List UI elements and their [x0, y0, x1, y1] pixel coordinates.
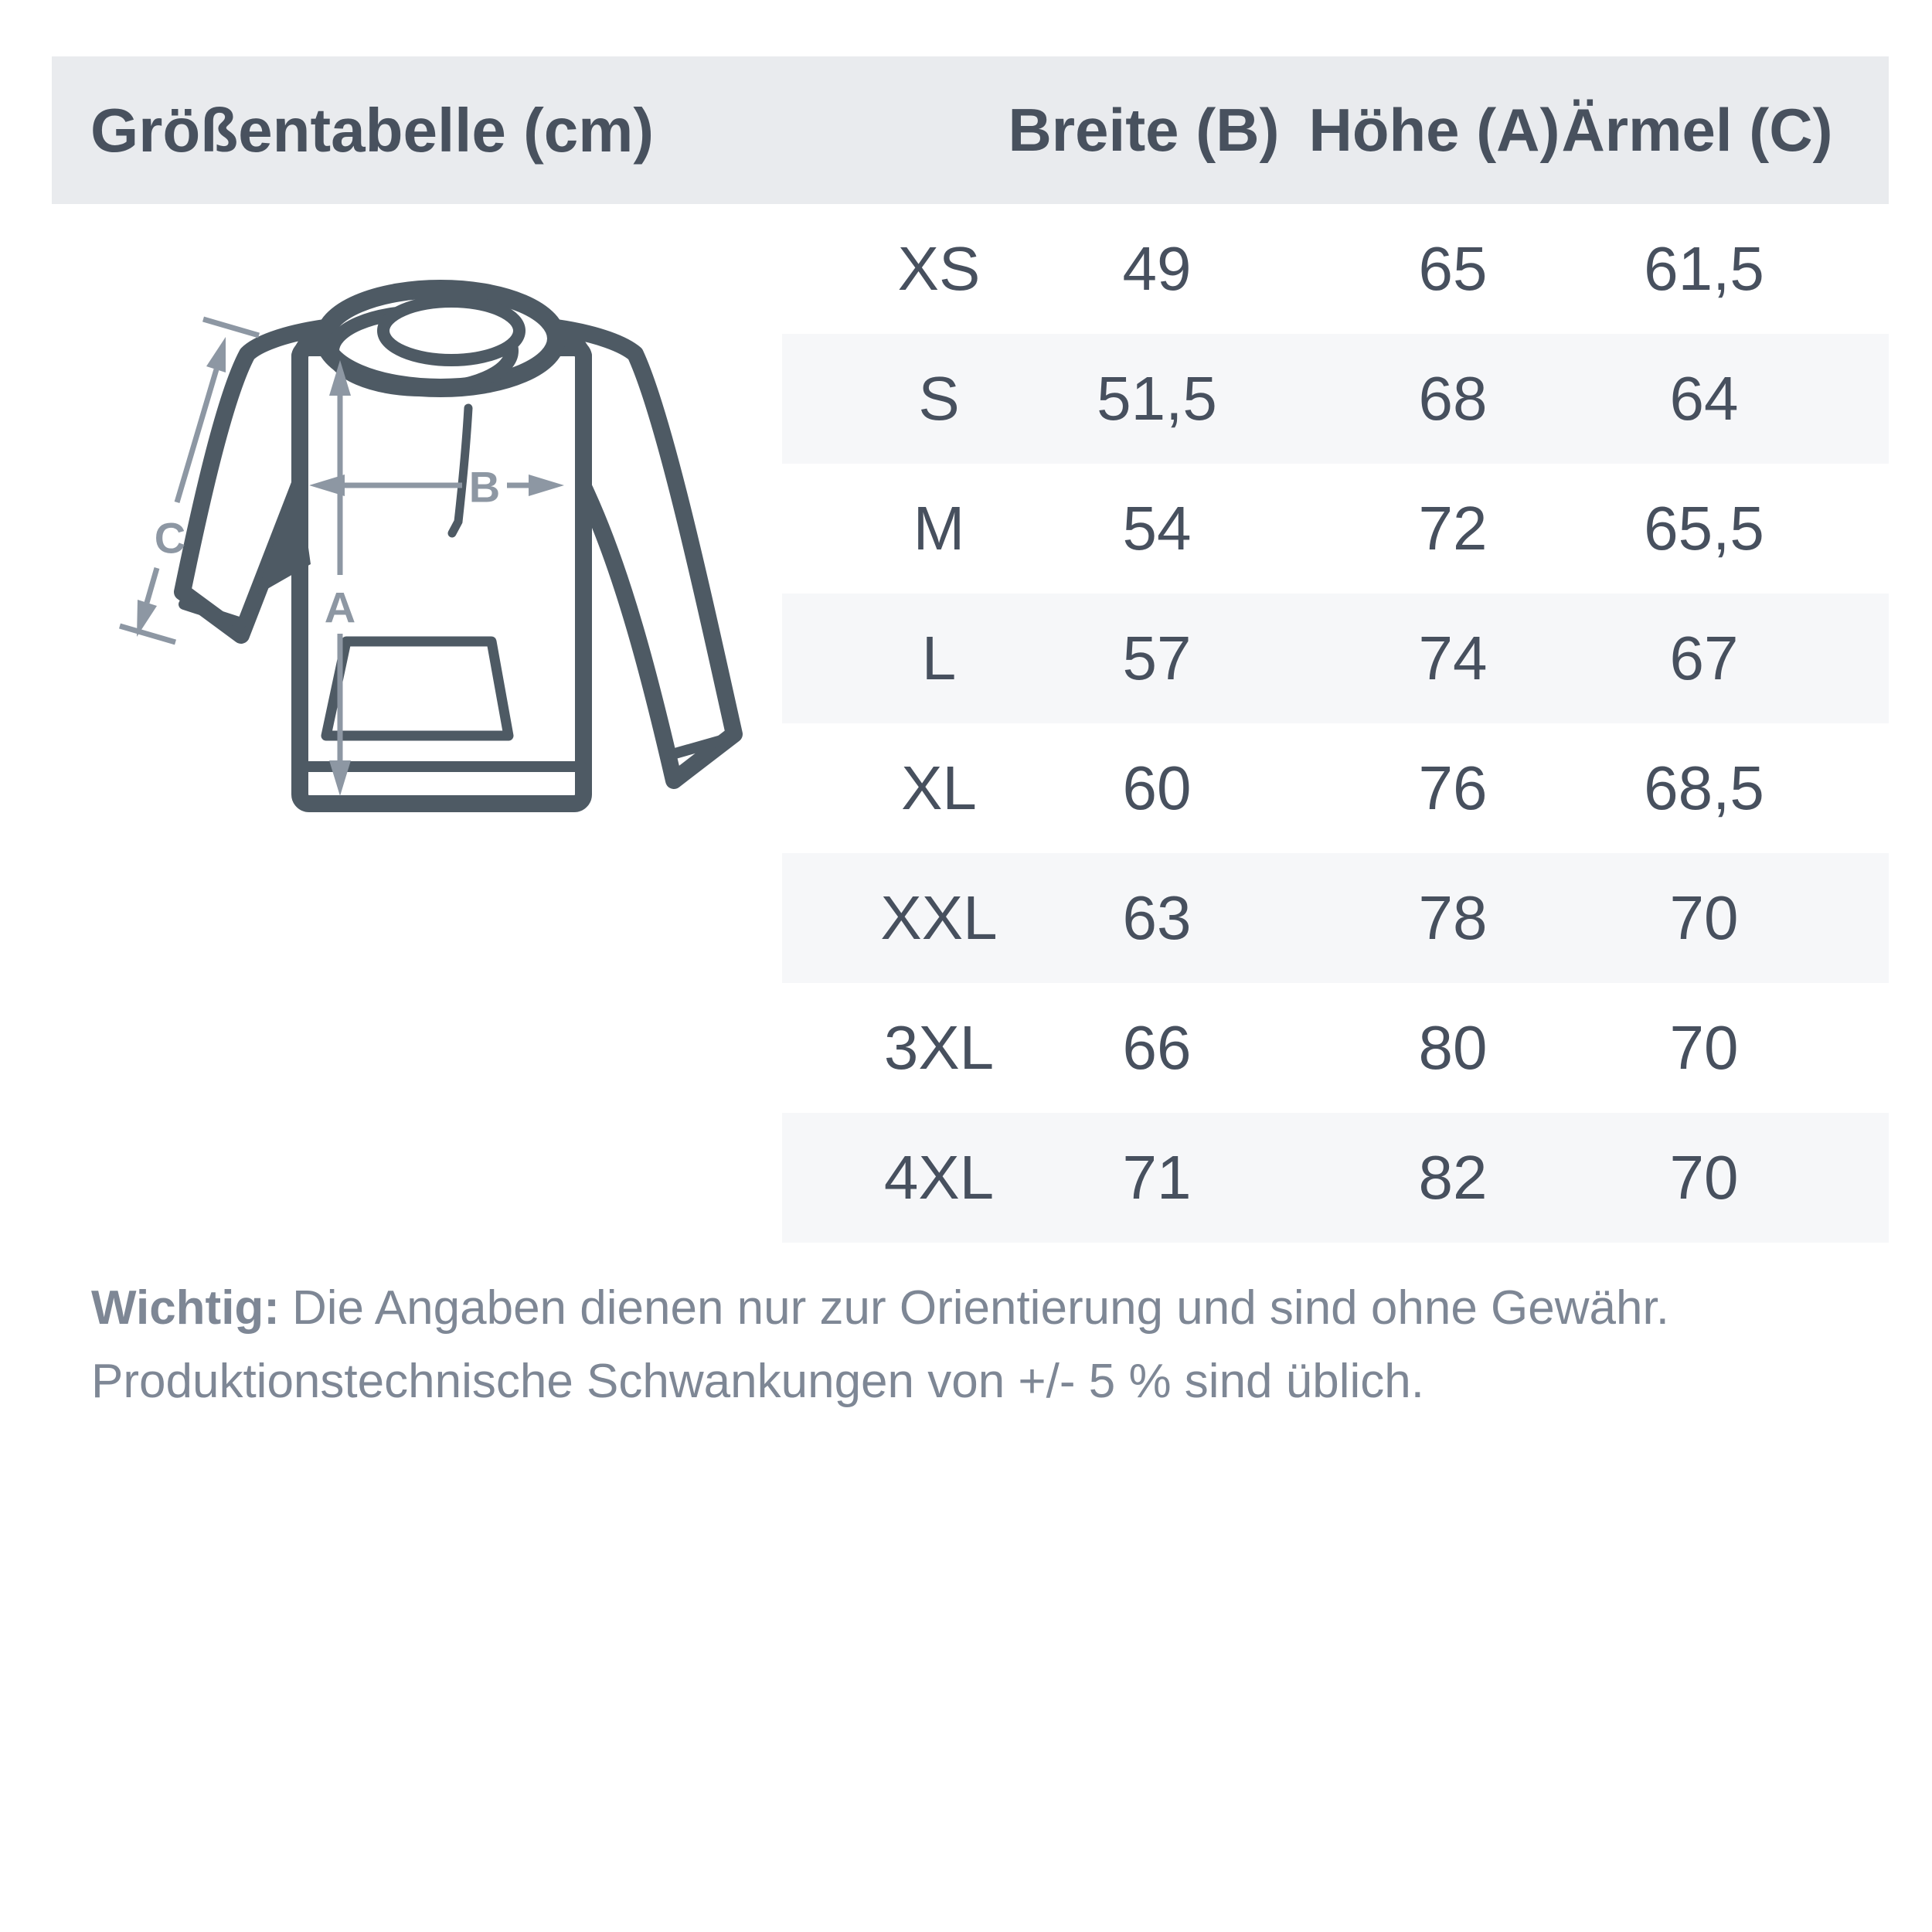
cell-hoehe: 72	[1418, 494, 1488, 563]
cell-aermel: 70	[1669, 1013, 1739, 1082]
hoodie-diagram	[54, 162, 750, 858]
disclaimer-note	[91, 1271, 1869, 1418]
table-row	[782, 464, 1889, 594]
cell-breite: 57	[1122, 624, 1192, 692]
page-title: Größentabelle (cm)	[90, 96, 655, 165]
size-table	[782, 204, 1889, 1243]
cell-breite: 49	[1122, 234, 1192, 303]
hoodie-pocket	[326, 641, 509, 736]
table-row	[782, 204, 1889, 334]
note-line-1	[91, 1271, 1869, 1345]
cell-size: 4XL	[883, 1143, 995, 1212]
cell-aermel: 61,5	[1644, 234, 1764, 303]
cell-hoehe: 78	[1418, 883, 1488, 952]
hoodie-hood-opening	[383, 301, 519, 360]
cell-aermel: 68,5	[1644, 753, 1764, 822]
dimension-c-label: C	[154, 513, 186, 563]
table-row	[782, 334, 1889, 464]
dimension-a-label: A	[324, 583, 356, 632]
cell-hoehe: 65	[1418, 234, 1488, 303]
table-row	[782, 853, 1889, 983]
cell-size: XS	[897, 234, 981, 303]
cell-aermel: 65,5	[1644, 494, 1764, 563]
cell-aermel: 70	[1669, 883, 1739, 952]
column-header-breite: Breite (B)	[1008, 96, 1280, 164]
cell-aermel: 70	[1669, 1143, 1739, 1212]
dimension-b-label: B	[468, 462, 501, 512]
table-row	[782, 594, 1889, 723]
note-text-1: Die Angaben dienen nur zur Orientierung und sind ohne Gewähr.	[291, 1281, 1669, 1335]
cell-breite: 71	[1122, 1143, 1192, 1212]
table-row	[782, 723, 1889, 853]
cell-breite: 54	[1122, 494, 1192, 563]
cell-size: M	[913, 494, 965, 563]
note-label: Wichtig:	[91, 1281, 280, 1335]
cell-aermel: 67	[1669, 624, 1739, 692]
cell-size: L	[921, 624, 957, 692]
cell-hoehe: 80	[1418, 1013, 1488, 1082]
cell-hoehe: 74	[1418, 624, 1488, 692]
note-line-2: Produktionstechnische Schwankungen von +/- 5 % sind üblich.	[91, 1355, 1424, 1408]
cell-aermel: 64	[1669, 364, 1739, 433]
cell-size: XXL	[880, 883, 998, 952]
column-header-aermel: Ärmel (C)	[1561, 96, 1833, 164]
cell-hoehe: 68	[1418, 364, 1488, 433]
cell-breite: 51,5	[1097, 364, 1217, 433]
cell-hoehe: 82	[1418, 1143, 1488, 1212]
cell-size: S	[918, 364, 960, 433]
cell-hoehe: 76	[1418, 753, 1488, 822]
cell-breite: 60	[1122, 753, 1192, 822]
cell-breite: 63	[1122, 883, 1192, 952]
table-row	[782, 983, 1889, 1113]
cell-size: 3XL	[883, 1013, 995, 1082]
cell-breite: 66	[1122, 1013, 1192, 1082]
column-header-hoehe: Höhe (A)	[1308, 96, 1560, 164]
cell-size: XL	[901, 753, 977, 822]
table-row	[782, 1113, 1889, 1243]
